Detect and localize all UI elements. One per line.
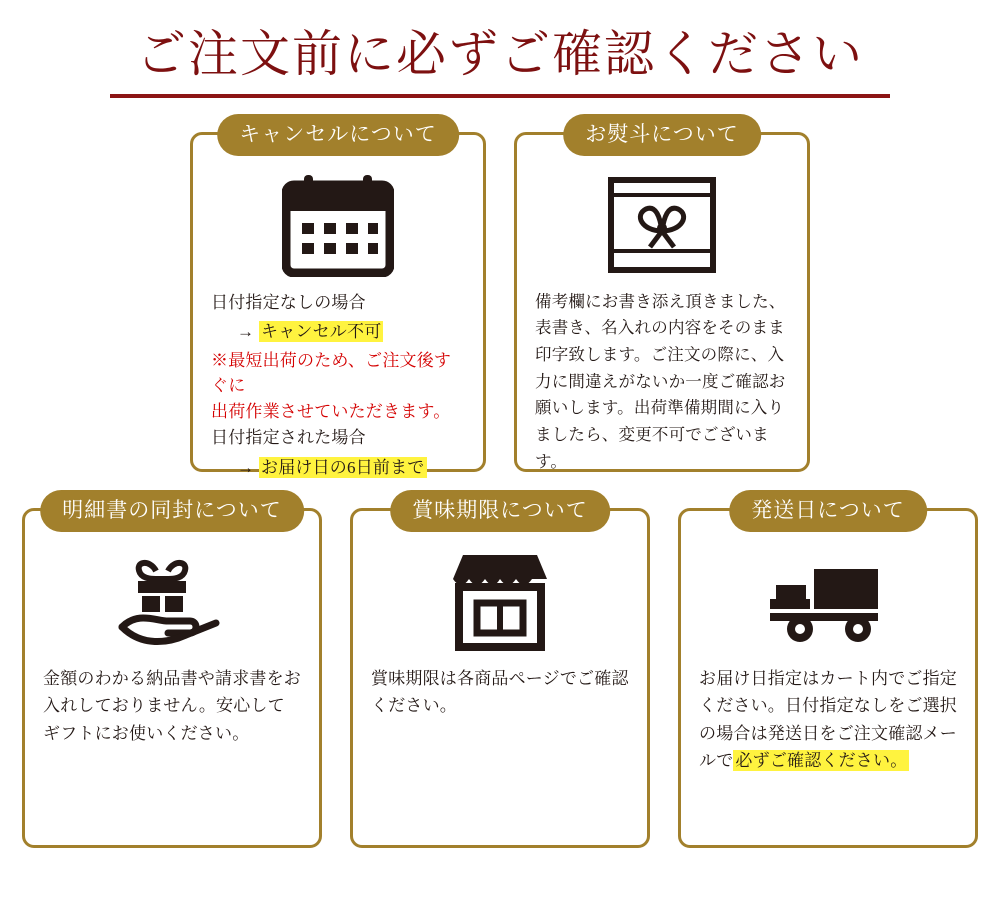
notice-card-cancel-title: キャンセルについて <box>217 114 459 156</box>
notice-row-top <box>0 121 1000 477</box>
notice-card-invoice <box>22 497 322 848</box>
gift-on-hand-icon <box>25 537 319 665</box>
gift-wrap-noshi-icon <box>517 161 807 289</box>
notice-card-shipping-body <box>681 665 975 775</box>
cancel-case-1-row <box>211 318 465 346</box>
notice-card-invoice-title: 明細書の同封について <box>40 490 304 532</box>
arrow-icon: → <box>237 322 255 342</box>
cancel-warning-line-2: 出荷作業させていただきます。 <box>211 401 451 421</box>
delivery-truck-icon <box>681 537 975 665</box>
notice-card-noshi <box>514 121 810 472</box>
notice-card-expiry-title: 賞味期限について <box>390 490 610 532</box>
cancel-case-1-value: キャンセル不可 <box>261 322 382 342</box>
cancel-case-1-label: 日付指定なしの場合 <box>211 292 366 312</box>
arrow-icon: → <box>237 457 255 477</box>
notice-card-shipping <box>678 497 978 848</box>
notice-card-cancel-body <box>193 289 483 482</box>
cancel-case-2-label: 日付指定された場合 <box>211 428 366 448</box>
page-title: ご注文前に必ずご確認ください <box>136 26 864 82</box>
notice-card-shipping-title: 発送日について <box>729 490 927 532</box>
notice-card-cancel <box>190 121 486 477</box>
cancel-warning <box>211 348 465 425</box>
notice-card-invoice-body: 金額のわかる納品書や請求書をお入れしておりません。安心してギフトにお使いください。 <box>43 668 301 743</box>
notice-row-bottom <box>0 497 1000 848</box>
notice-card-expiry <box>350 497 650 848</box>
calendar-icon <box>193 161 483 289</box>
cancel-case-2-row <box>211 454 465 482</box>
shipping-body-highlight: 必ずご確認ください。 <box>735 751 908 771</box>
cancel-case-2-value: お届け日の6日前まで <box>261 457 425 477</box>
shipping-body-text: お届け日指定はカート内でご指定ください。日付指定なしをご選択の場合は発送日をご注文確認メールで <box>699 668 957 771</box>
page-header <box>0 0 1000 98</box>
storefront-icon <box>353 537 647 665</box>
title-underline <box>110 94 890 98</box>
notice-card-noshi-body: 備考欄にお書き添え頂きました、表書き、名入れの内容をそのまま印字致します。ご注文の際に、入力に間違えがないか一度ご確認お願いします。出荷準備期間に入りましたら、変更不可でございます。 <box>535 291 786 471</box>
cancel-warning-line-1: ※最短出荷のため、ご注文後すぐに <box>211 350 452 396</box>
notice-card-noshi-title: お熨斗について <box>563 114 761 156</box>
notice-card-expiry-body: 賞味期限は各商品ページでご確認ください。 <box>371 668 629 716</box>
